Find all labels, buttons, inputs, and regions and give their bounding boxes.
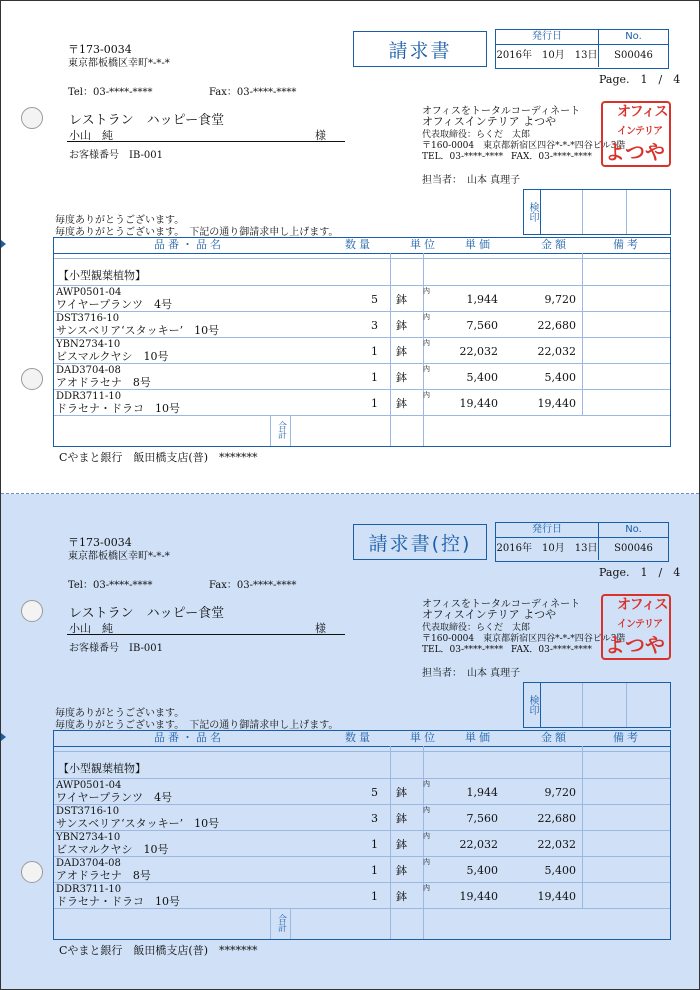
tax-included-mark: 内 (423, 287, 430, 295)
sender-tel: Tel：03-****-**** (68, 580, 153, 591)
item-unit-price: 19,440 (459, 397, 498, 410)
customer-number: お客様番号 IB-001 (69, 150, 163, 161)
row-divider (54, 830, 670, 831)
stamp-line-2: インテリア (617, 619, 662, 630)
approval-cell (626, 190, 627, 234)
item-unit: 鉢 (396, 890, 407, 903)
row-divider (54, 804, 670, 805)
item-name: ビスマルクヤシ 10号 (56, 843, 169, 856)
sender-postal: 〒173-0034 (68, 536, 132, 549)
row-divider (54, 311, 670, 312)
customer-contact: 小山 純 (69, 129, 113, 142)
item-quantity: 1 (371, 345, 378, 358)
item-code: DDR3711-10 (56, 884, 122, 895)
invoice-original (1, 1, 699, 493)
total-label: 合計 (276, 914, 286, 932)
item-name: ドラセナ・ドラコ 10号 (56, 402, 180, 415)
category-label: 【小型観葉植物】 (58, 762, 146, 775)
approval-stamp-box (523, 189, 671, 235)
company-fax: FAX．03-****-**** (511, 645, 592, 655)
company-tagline: オフィスをトータルコーディネート (422, 599, 581, 610)
header-divider (54, 253, 670, 254)
total-label: 合計 (276, 421, 286, 439)
sender-tel: Tel：03-****-**** (68, 87, 153, 98)
item-unit-price: 7,560 (466, 812, 498, 825)
approval-cell (582, 190, 583, 234)
document-title: 請求書(控) (353, 524, 487, 560)
item-unit-price: 22,032 (459, 345, 498, 358)
item-unit-price: 19,440 (459, 890, 498, 903)
issue-date: 2016年 10月 13日 (496, 538, 599, 560)
header-unit: 単位 (410, 731, 438, 744)
tax-included-mark: 内 (423, 391, 430, 399)
company-name: オフィスインテリア よつや (422, 115, 557, 128)
item-amount: 9,720 (544, 293, 576, 306)
company-tel: TEL．03-****-**** (422, 645, 504, 655)
row-divider (54, 778, 670, 779)
item-name: ワイヤープランツ 4号 (56, 791, 173, 804)
item-unit: 鉢 (396, 345, 407, 358)
binder-hole (21, 368, 43, 390)
person-in-charge: 担当者： 山本 真理子 (422, 668, 521, 679)
header-unit-price: 単価 (465, 238, 493, 251)
tax-included-mark: 内 (423, 858, 430, 866)
item-unit: 鉢 (396, 397, 407, 410)
approval-cell (626, 683, 627, 727)
row-divider (54, 389, 670, 390)
item-unit-price: 5,400 (466, 864, 498, 877)
item-unit: 鉢 (396, 838, 407, 851)
item-code: DST3716-10 (56, 313, 120, 324)
greeting-line-2: 毎度ありがとうございます。 下記の通り御請求申し上げます。 (55, 720, 339, 731)
issue-info-box (495, 29, 669, 69)
item-code: DST3716-10 (56, 806, 120, 817)
company-tel: TEL．03-****-**** (422, 152, 504, 162)
company-representative: 代表取締役：らくだ 太郎 (422, 623, 531, 633)
fold-marker-icon (1, 240, 6, 248)
header-quantity: 数量 (345, 238, 373, 251)
stamp-line-2: インテリア (617, 126, 662, 137)
header-remarks: 備考 (613, 731, 641, 744)
invoice-number: S00046 (614, 50, 653, 61)
header-remarks: 備考 (613, 238, 641, 251)
tax-included-mark: 内 (423, 806, 430, 814)
binder-hole (21, 861, 43, 883)
item-code: YBN2734-10 (56, 339, 121, 350)
item-name: ドラセナ・ドラコ 10号 (56, 895, 180, 908)
item-amount: 22,680 (537, 319, 576, 332)
item-name: ワイヤープランツ 4号 (56, 298, 173, 311)
item-unit: 鉢 (396, 293, 407, 306)
company-address: 〒160-0004 東京都新宿区四谷*-*-*四谷ビル3階 (422, 141, 626, 151)
tax-included-mark: 内 (423, 832, 430, 840)
header-item: 品番・品名 (154, 731, 224, 744)
sender-address: 東京都板橋区幸町*-*-* (68, 551, 170, 562)
item-quantity: 5 (371, 786, 378, 799)
item-quantity: 1 (371, 864, 378, 877)
customer-underline (67, 141, 345, 142)
item-name: アオドラセナ 8号 (56, 869, 151, 882)
customer-number: お客様番号 IB-001 (69, 643, 163, 654)
item-unit-price: 22,032 (459, 838, 498, 851)
header-unit: 単位 (410, 238, 438, 251)
item-amount: 22,032 (537, 838, 576, 851)
tax-included-mark: 内 (423, 339, 430, 347)
item-unit: 鉢 (396, 786, 407, 799)
items-table (53, 730, 671, 940)
page-indicator: Page. 1 / 4 (599, 73, 681, 86)
row-divider (54, 856, 670, 857)
document-title: 請求書 (353, 31, 487, 67)
greeting-line-1: 毎度ありがとうございます。 (55, 215, 185, 226)
tax-included-mark: 内 (423, 780, 430, 788)
customer-contact: 小山 純 (69, 622, 113, 635)
header-unit-price: 単価 (465, 731, 493, 744)
approval-cell (582, 683, 583, 727)
person-in-charge: 担当者： 山本 真理子 (422, 175, 521, 186)
invoice-no-header: No. (599, 523, 668, 538)
header-amount: 金額 (541, 731, 569, 744)
company-name: オフィスインテリア よつや (422, 608, 557, 621)
bank-account: Cやまと銀行 飯田橋支店(普) ******* (59, 944, 258, 957)
greeting-line-1: 毎度ありがとうございます。 (55, 708, 185, 719)
issue-date-header: 発行日 (496, 30, 599, 45)
header-divider (54, 746, 670, 747)
item-quantity: 1 (371, 371, 378, 384)
invoice-no-header: No. (599, 30, 668, 45)
items-table (53, 237, 671, 447)
sender-fax: Fax：03-****-**** (209, 580, 297, 591)
tax-included-mark: 内 (423, 884, 430, 892)
stamp-line-3: よつや (605, 633, 665, 657)
issue-info-box (495, 522, 669, 562)
item-name: サンスベリア‘スタッキー’ 10号 (56, 817, 220, 830)
item-quantity: 1 (371, 890, 378, 903)
approval-stamp-box (523, 682, 671, 728)
item-unit: 鉢 (396, 371, 407, 384)
item-code: AWP0501-04 (56, 780, 122, 791)
customer-underline (67, 634, 345, 635)
item-name: サンスベリア‘スタッキー’ 10号 (56, 324, 220, 337)
item-code: DAD3704-08 (56, 858, 121, 869)
category-label: 【小型観葉植物】 (58, 269, 146, 282)
item-unit-price: 5,400 (466, 371, 498, 384)
item-quantity: 5 (371, 293, 378, 306)
honorific: 様 (315, 129, 326, 142)
company-seal-stamp (601, 594, 671, 660)
item-unit-price: 7,560 (466, 319, 498, 332)
company-seal-stamp (601, 101, 671, 167)
stamp-line-1: オフィス (617, 104, 668, 120)
item-amount: 22,032 (537, 345, 576, 358)
binder-hole (21, 107, 43, 129)
item-amount: 5,400 (544, 864, 576, 877)
invoice-number: S00046 (614, 543, 653, 554)
stamp-line-1: オフィス (617, 597, 668, 613)
item-amount: 22,680 (537, 812, 576, 825)
company-tagline: オフィスをトータルコーディネート (422, 106, 581, 117)
binder-hole (21, 600, 43, 622)
header-quantity: 数量 (345, 731, 373, 744)
item-unit: 鉢 (396, 864, 407, 877)
item-code: YBN2734-10 (56, 832, 121, 843)
item-name: ビスマルクヤシ 10号 (56, 350, 169, 363)
page-indicator: Page. 1 / 4 (599, 566, 681, 579)
row-divider (54, 337, 670, 338)
sender-address: 東京都板橋区幸町*-*-* (68, 58, 170, 69)
customer-name: レストラン ハッピー食堂 (69, 606, 225, 621)
item-unit-price: 1,944 (466, 786, 498, 799)
issue-date-header: 発行日 (496, 523, 599, 538)
header-amount: 金額 (541, 238, 569, 251)
item-quantity: 1 (371, 838, 378, 851)
stamp-line-3: よつや (605, 140, 665, 164)
item-amount: 19,440 (537, 397, 576, 410)
row-divider (54, 285, 670, 286)
issue-date: 2016年 10月 13日 (496, 45, 599, 67)
item-quantity: 3 (371, 319, 378, 332)
greeting-line-2: 毎度ありがとうございます。 下記の通り御請求申し上げます。 (55, 227, 339, 238)
header-item: 品番・品名 (154, 238, 224, 251)
item-code: AWP0501-04 (56, 287, 122, 298)
item-unit-price: 1,944 (466, 293, 498, 306)
item-name: アオドラセナ 8号 (56, 376, 151, 389)
item-quantity: 3 (371, 812, 378, 825)
company-representative: 代表取締役：らくだ 太郎 (422, 130, 531, 140)
item-code: DDR3711-10 (56, 391, 122, 402)
sender-postal: 〒173-0034 (68, 43, 132, 56)
approval-label: 検印 (524, 683, 541, 727)
company-fax: FAX．03-****-**** (511, 152, 592, 162)
customer-name: レストラン ハッピー食堂 (69, 113, 225, 128)
tax-included-mark: 内 (423, 365, 430, 373)
bank-account: Cやまと銀行 飯田橋支店(普) ******* (59, 451, 258, 464)
fold-marker-icon (1, 733, 6, 741)
approval-label: 検印 (524, 190, 541, 234)
company-address: 〒160-0004 東京都新宿区四谷*-*-*四谷ビル3階 (422, 634, 626, 644)
item-code: DAD3704-08 (56, 365, 121, 376)
row-divider (54, 882, 670, 883)
item-amount: 5,400 (544, 371, 576, 384)
tax-included-mark: 内 (423, 313, 430, 321)
sender-fax: Fax：03-****-**** (209, 87, 297, 98)
item-amount: 19,440 (537, 890, 576, 903)
item-amount: 9,720 (544, 786, 576, 799)
row-divider (54, 363, 670, 364)
invoice-copy (1, 494, 699, 989)
item-unit: 鉢 (396, 812, 407, 825)
item-quantity: 1 (371, 397, 378, 410)
item-unit: 鉢 (396, 319, 407, 332)
honorific: 様 (315, 622, 326, 635)
